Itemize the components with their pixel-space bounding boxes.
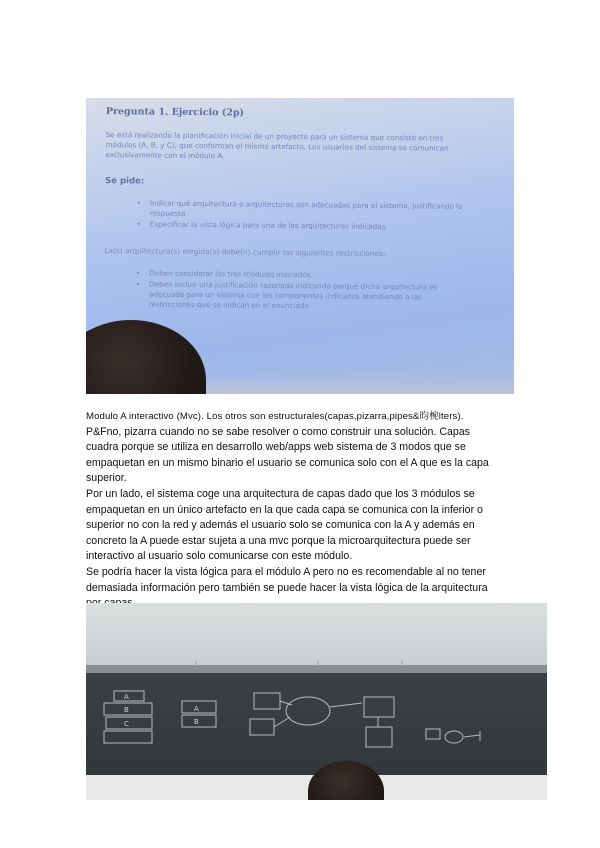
restriction-item: • Deben considerar los tres módulos indicados	[136, 268, 466, 281]
chalk-arrow	[464, 731, 480, 741]
chalk-ellipse	[286, 697, 330, 725]
chalk-box	[250, 719, 274, 735]
notes-line: empaquetan en un único artefacto en la que cada capa se comunica con la inferior o	[86, 503, 483, 516]
restriction-item: • Deben incluir una justificación razonada indicando porqué dicha arquitectura es adecuada para un sistema con los componentes indicados atendiendo a las restricciones que se indican en el enunciado	[136, 279, 466, 312]
answer-notes	[86, 409, 511, 612]
notes-line: interactivo al usuario solo comunicarse con este módulo.	[86, 550, 353, 563]
chalk-box	[366, 727, 392, 747]
chalk-box	[104, 731, 152, 743]
notes-line: Por un lado, el sistema coge una arquitectura de capas dado que los 3 módulos se	[86, 487, 475, 500]
notes-line: Modulo A interactivo (Mvc). Los otros son estructurales(capas,pizarra,pipes&昀椀lters).	[86, 411, 464, 422]
chalk-box	[114, 691, 144, 701]
task-item: • Especificar la vista lógica para una de las arquitecturas indicadas	[137, 219, 467, 232]
notes-line: cuadra porque se utiliza en desarrollo web/apps web sistema de 3 modos que se	[86, 441, 466, 454]
chalk-label: B	[194, 718, 199, 726]
chalk-label: A	[194, 705, 199, 713]
chalk-label: C	[124, 720, 129, 728]
chalk-box	[254, 693, 280, 709]
chalk-label: A	[124, 693, 129, 701]
notes-line: concreto la A puede estar sujeta a una mvc porque la microarquitectura puede ser	[86, 534, 471, 547]
notes-line: P&Fno, pizarra cuando no se sabe resolver o como construir una solución. Capas	[86, 425, 470, 438]
slide-se-pide: Se pide:	[105, 176, 145, 187]
chalk-box	[182, 701, 216, 713]
slide-title: Pregunta 1. Ejercicio (2p)	[105, 106, 245, 119]
slide-intro: Se está realizando la planificación inicial de un proyecto para un sistema que consiste en tres módulos (A, B, y C), que conforman el mismo artefacto. Los usuarios del sistema se comunican exclusivamente con el módulo A.	[105, 130, 449, 161]
blackboard-photo	[86, 603, 547, 800]
chalk-ellipse	[445, 731, 463, 743]
notes-line: empaquetan en un mismo binario el usuario se comunica solo con el A que es la capa	[86, 456, 489, 469]
notes-line: superior.	[86, 472, 127, 485]
slide-photo	[86, 98, 514, 394]
chalk-box	[364, 697, 394, 717]
chalk-box	[426, 729, 440, 739]
chalk-box	[182, 715, 216, 727]
notes-line: demasiada información pero también se puede hacer la vista lógica de la arquitectura	[86, 581, 488, 594]
restrictions-title: La(s) arquitectura(s) elegida(s) debe(n) cumplir las siguientes restricciones:	[104, 246, 386, 259]
notes-line: superior no con la red y además el usuario solo se comunica con la A y además en	[86, 519, 475, 532]
restrictions-list	[136, 268, 466, 313]
notes-line: Se podría hacer la vista lógica para el módulo A pero no es recomendable al no tener	[86, 565, 486, 578]
task-item: • Indicar qué arquitectura o arquitecturas son adecuadas para el sistema, justificando la respuesta	[137, 198, 467, 221]
task-list	[137, 198, 467, 233]
chalk-label: B	[124, 706, 129, 714]
chalk-box	[106, 717, 152, 729]
chalk-mark	[196, 659, 402, 669]
